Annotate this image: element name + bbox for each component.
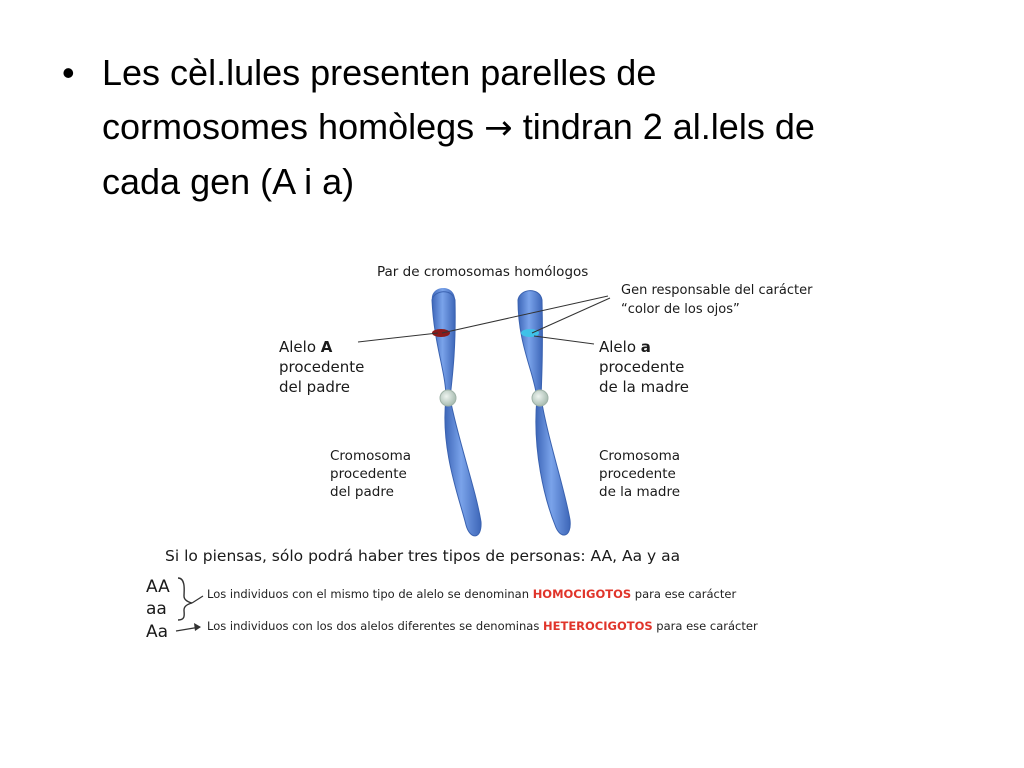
allele-a-band [521,329,539,337]
heterozygous-definition: Los individuos con los dos alelos diferentes se denominas HETEROCIGOTOS para ese carácter [207,619,758,633]
genotype-AA: AA [146,577,170,597]
allele-left-label-line-3: del padre [279,378,350,396]
chrom-right-label-line-2: procedente [599,466,676,482]
chromosome-father [432,288,481,536]
allele-right-label-line-3: de la madre [599,378,690,396]
bullet-line-1: Les cèl.lules presenten parelles de [102,52,657,93]
genotype-Aa: Aa [146,622,169,642]
centromere-father [440,390,456,406]
genotype-aa: aa [146,599,167,619]
chrom-left-label-line-1: Cromosoma [330,448,412,464]
pointer-lines [358,296,610,344]
allele-left-label-line-1: Alelo A [279,338,333,356]
gene-label-line-1: Gen responsable del carácter [621,283,813,298]
bullet-dot: • [62,52,75,93]
brace-icon [178,578,192,620]
right-arrow-icon: → [484,108,513,148]
chrom-right-label-line-3: de la madre [599,484,681,500]
bullet-line-2-start: cormosomes homòlegs [102,106,475,147]
bullet-line-2-end: tindran 2 al.lels de [522,106,815,147]
diagram-title: Par de cromosomas homólogos [377,264,589,280]
chrom-left-label-line-2: procedente [330,466,407,482]
allele-right-label-line-1: Alelo a [599,338,651,356]
summary-text: Si lo piensas, sólo podrá haber tres tipos de personas: AA, Aa y aa [165,547,681,565]
gene-label-line-2: “color de los ojos” [621,302,740,317]
homozygous-definition: Los individuos con el mismo tipo de alelo se denominan HOMOCIGOTOS para ese carácter [207,587,737,601]
chrom-right-label-line-1: Cromosoma [599,448,681,464]
allele-right-label-line-2: procedente [599,358,685,376]
chrom-left-label-line-3: del padre [330,484,394,500]
brace-pointer [192,596,203,603]
allele-left-label-line-2: procedente [279,358,365,376]
arrow-head-icon [194,623,201,631]
bullet-line-3: cada gen (A i a) [102,161,355,202]
centromere-mother [532,390,548,406]
